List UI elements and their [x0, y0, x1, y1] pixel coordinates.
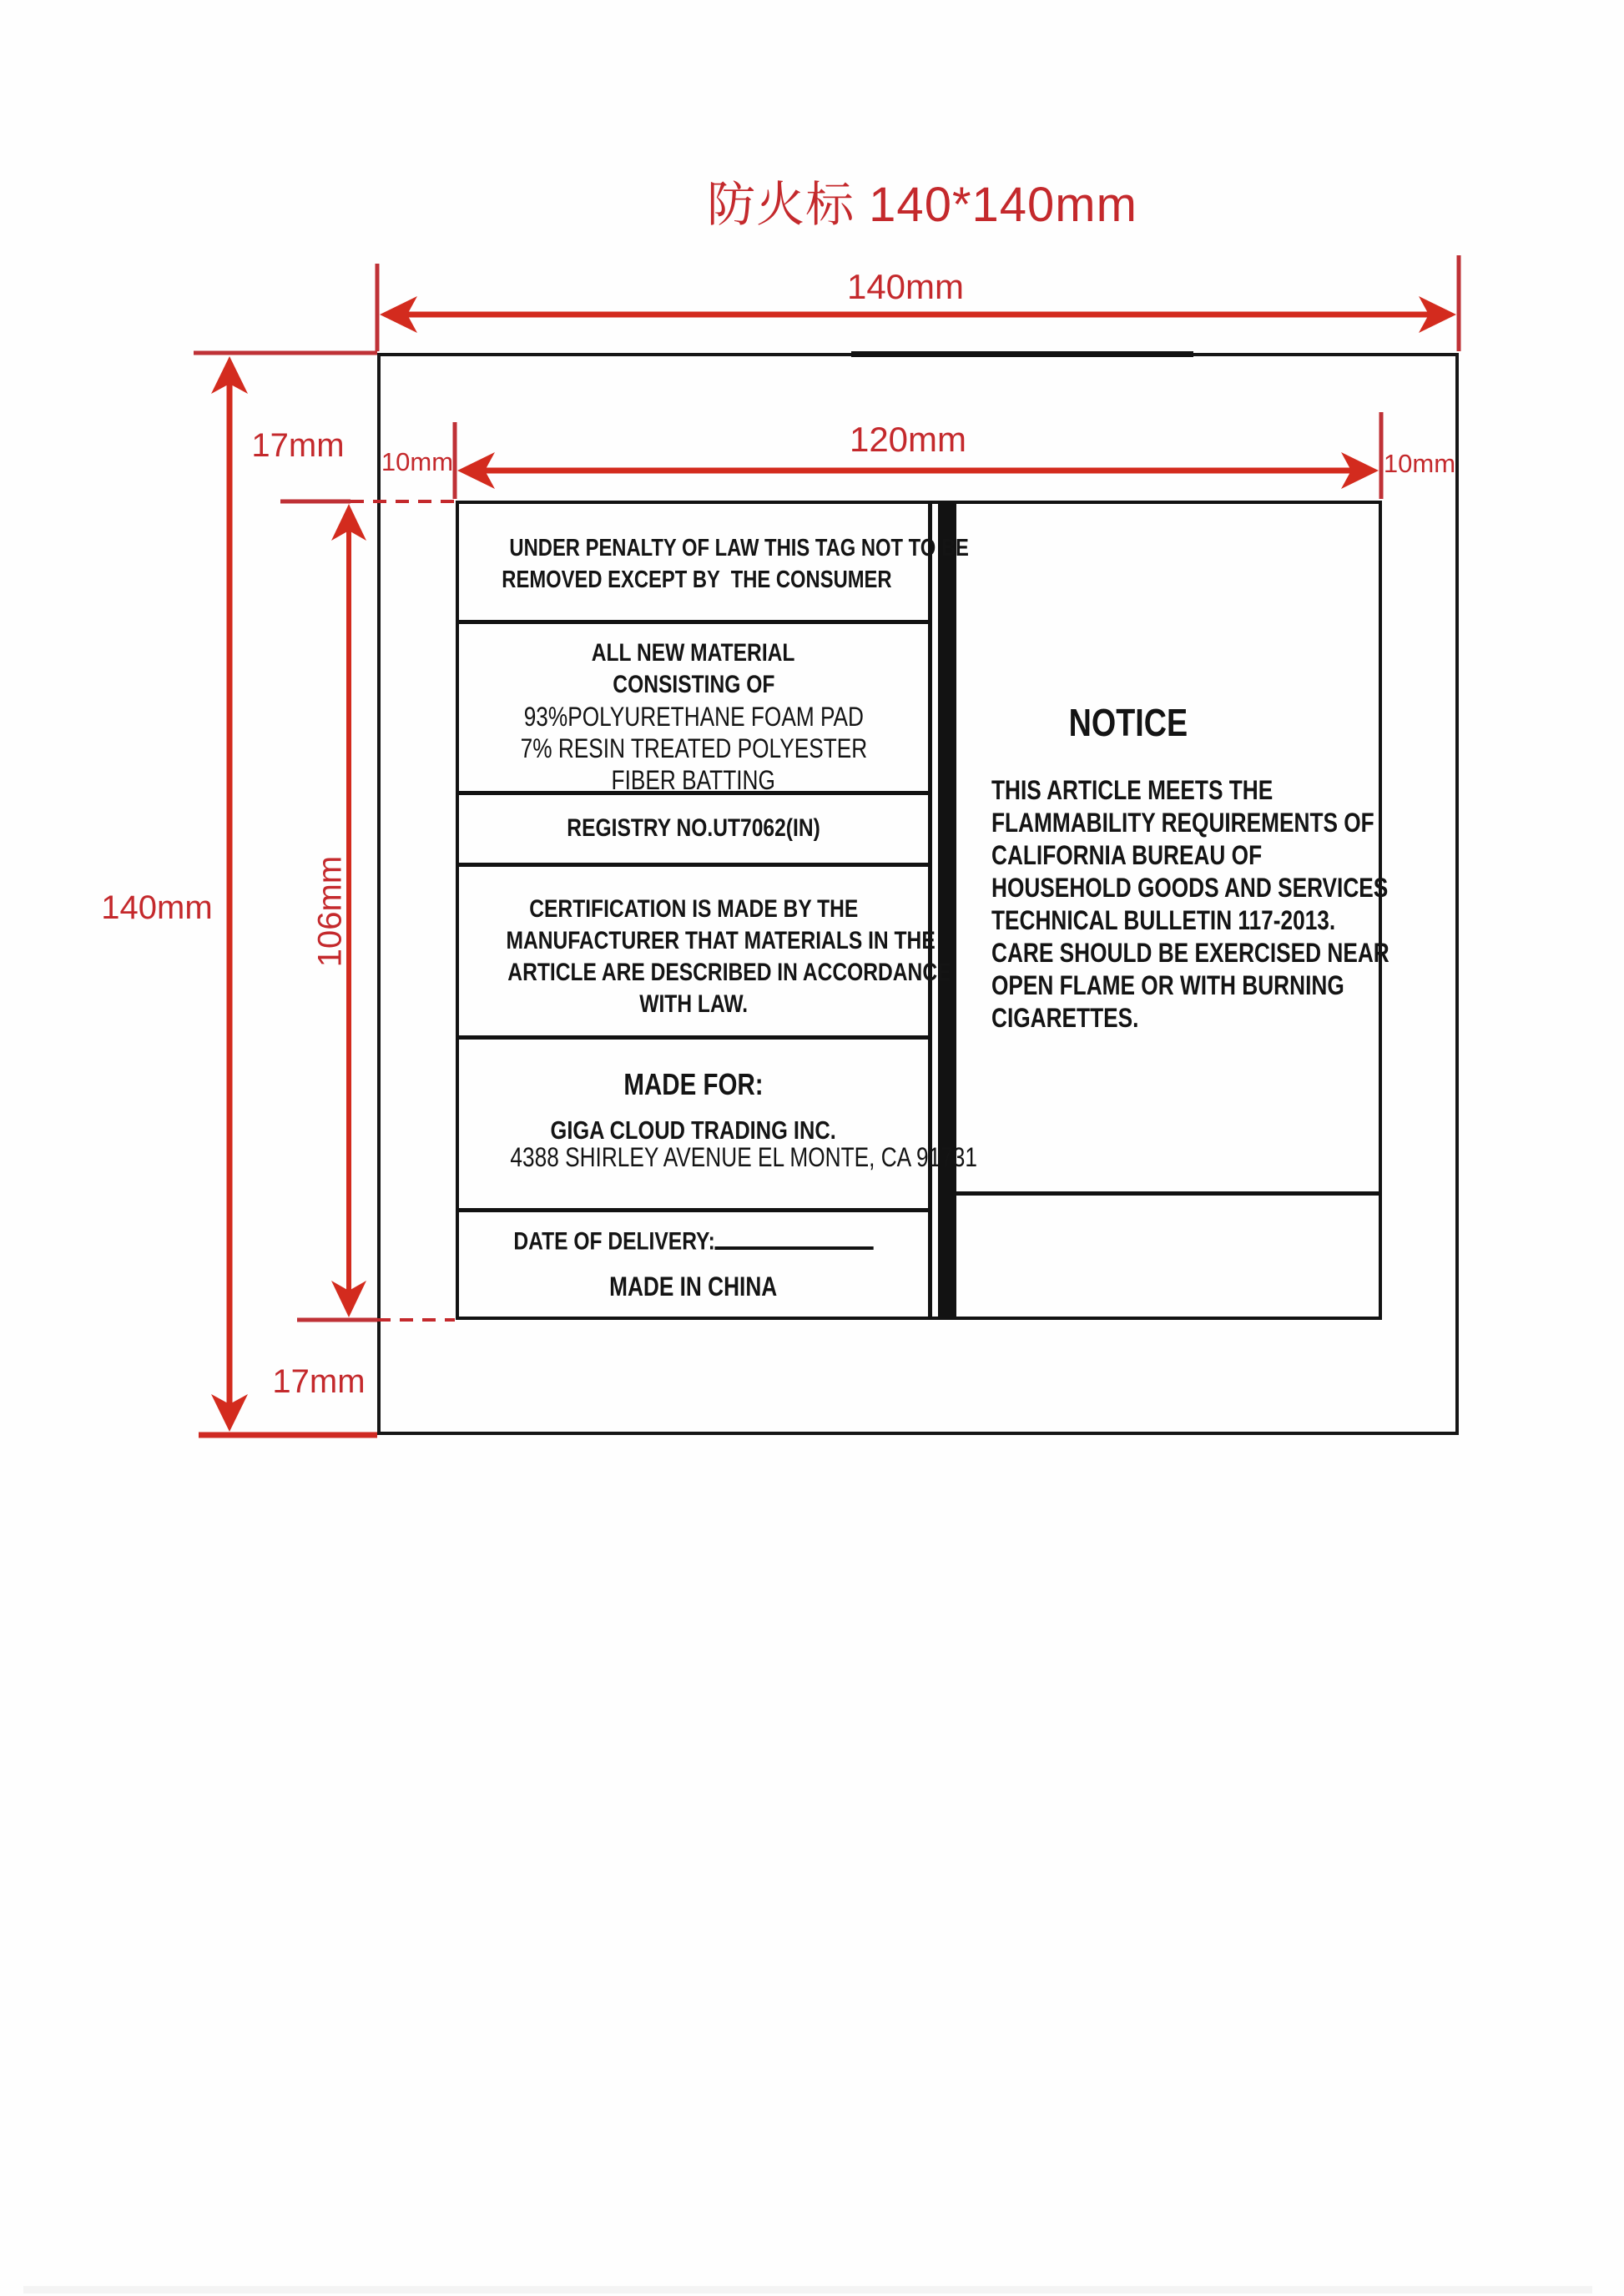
notice-line: HOUSEHOLD GOODS AND SERVICES: [991, 873, 1389, 903]
notice-line: CALIFORNIA BUREAU OF: [991, 840, 1263, 870]
certification-line: CERTIFICATION IS MADE BY THE: [528, 895, 859, 923]
certification-line: WITH LAW.: [639, 990, 748, 1018]
material-line: FIBER BATTING: [611, 765, 776, 795]
certification-line: ARTICLE ARE DESCRIBED IN ACCORDANCE: [507, 959, 951, 986]
dim-label-inner-height: 106mm: [311, 855, 349, 968]
notice-line: CIGARETTES.: [991, 1003, 1139, 1033]
material-line: 7% RESIN TREATED POLYESTER: [520, 733, 867, 763]
dim-label-left-margin: 10mm: [381, 447, 454, 476]
material-line: 93%POLYURETHANE FOAM PAD: [523, 702, 864, 732]
notice-heading: NOTICE: [1068, 701, 1188, 744]
dim-label-right-margin: 10mm: [1383, 449, 1456, 478]
registry-number: REGISTRY NO.UT7062(IN): [567, 814, 820, 842]
law-line: UNDER PENALTY OF LAW THIS TAG NOT TO BE: [509, 535, 969, 561]
scan-artifact: [23, 2286, 1592, 2293]
material-line: CONSISTING OF: [612, 671, 775, 698]
date-of-delivery-label: DATE OF DELIVERY:: [513, 1227, 715, 1256]
made-for-company: GIGA CLOUD TRADING INC.: [550, 1115, 837, 1145]
law-line: REMOVED EXCEPT BY THE CONSUMER: [502, 566, 892, 593]
made-for-heading: MADE FOR:: [623, 1067, 764, 1101]
dim-label-left-height: 140mm: [101, 889, 213, 926]
notice-line: FLAMMABILITY REQUIREMENTS OF: [991, 808, 1374, 838]
notice-line: CARE SHOULD BE EXERCISED NEAR: [991, 938, 1389, 968]
dim-label-inner-width: 120mm: [849, 420, 967, 459]
made-for-address: 4388 SHIRLEY AVENUE EL MONTE, CA 91731: [510, 1142, 977, 1172]
dim-label-top-margin: 17mm: [251, 427, 345, 464]
certification-line: MANUFACTURER THAT MATERIALS IN THE: [506, 927, 936, 954]
page-title: 防火标 140*140mm: [707, 178, 1137, 232]
notice-line: OPEN FLAME OR WITH BURNING: [991, 970, 1344, 1000]
dim-label-bottom-margin: 17mm: [272, 1363, 366, 1400]
notice-line: THIS ARTICLE MEETS THE: [991, 775, 1273, 805]
made-in-china: MADE IN CHINA: [609, 1271, 778, 1302]
dim-label-top-width: 140mm: [846, 267, 965, 306]
material-line: ALL NEW MATERIAL: [592, 639, 795, 667]
notice-line: TECHNICAL BULLETIN 117-2013.: [991, 905, 1336, 935]
